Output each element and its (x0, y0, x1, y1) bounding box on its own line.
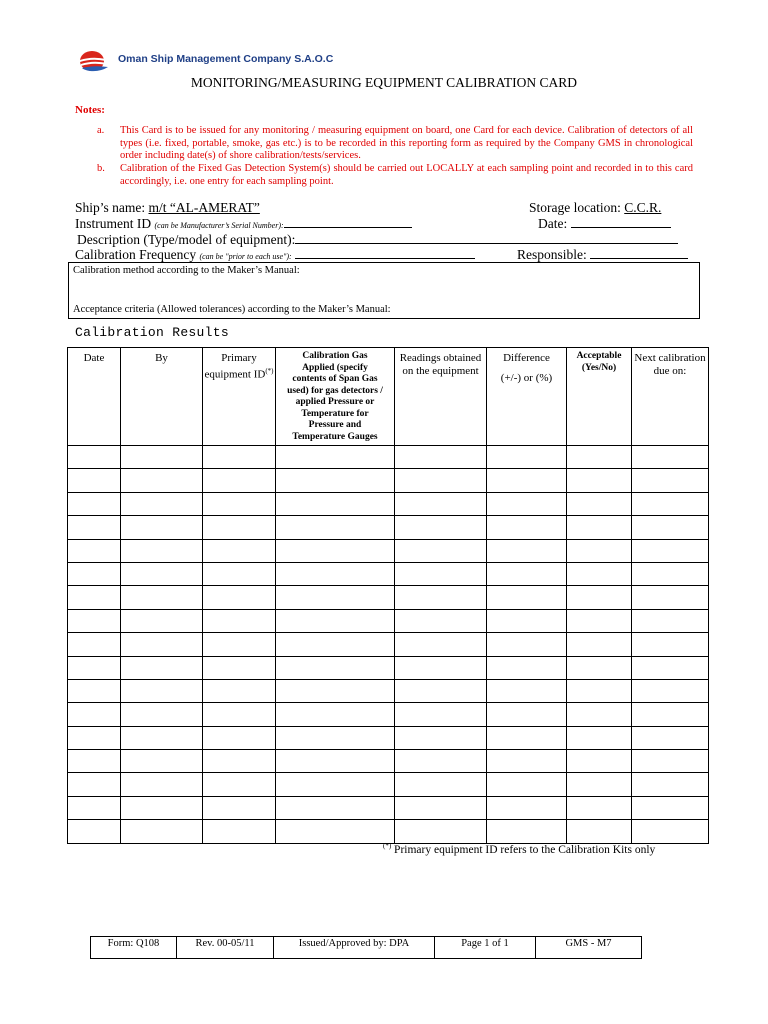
cell-difference[interactable] (487, 469, 567, 492)
cell-primary-id[interactable] (203, 539, 276, 562)
cell-difference[interactable] (487, 609, 567, 632)
cell-acceptable[interactable] (567, 539, 632, 562)
cell-by[interactable] (121, 516, 203, 539)
cell-acceptable[interactable] (567, 750, 632, 773)
cell-difference[interactable] (487, 796, 567, 819)
date-label: Date: (538, 216, 568, 231)
table-row (68, 656, 709, 679)
cell-difference[interactable] (487, 750, 567, 773)
responsible-input[interactable] (590, 258, 688, 259)
cell-primary-id[interactable] (203, 679, 276, 702)
col-acceptable: Acceptable (Yes/No) (567, 348, 632, 446)
cell-difference[interactable] (487, 539, 567, 562)
page-title: MONITORING/MEASURING EQUIPMENT CALIBRATION CARD (190, 75, 578, 90)
calibration-results-table (67, 347, 709, 844)
cell-by[interactable] (121, 773, 203, 796)
cell-next-due[interactable] (632, 446, 709, 469)
cell-by[interactable] (121, 656, 203, 679)
cell-by[interactable] (121, 820, 203, 843)
table-row (68, 516, 709, 539)
cell-gas-applied[interactable] (276, 750, 395, 773)
cell-gas-applied[interactable] (276, 562, 395, 585)
col-by: By (121, 348, 203, 446)
description-field (77, 232, 678, 248)
cell-by[interactable] (121, 750, 203, 773)
cell-by[interactable] (121, 703, 203, 726)
col-primary (203, 348, 276, 446)
frequency-input[interactable] (295, 258, 475, 259)
cell-acceptable[interactable] (567, 656, 632, 679)
cell-next-due[interactable] (632, 656, 709, 679)
cell-difference[interactable] (487, 586, 567, 609)
table-row (68, 820, 709, 843)
notes-label: Notes: (75, 104, 105, 116)
cell-readings[interactable] (395, 773, 487, 796)
col-difference-unit: (+/-) or (%) (500, 371, 553, 384)
cell-difference[interactable] (487, 446, 567, 469)
table-row (68, 633, 709, 656)
cell-by[interactable] (121, 679, 203, 702)
footnote (383, 842, 655, 856)
cell-readings[interactable] (395, 796, 487, 819)
table-row (68, 562, 709, 585)
footer-form: Form: Q108 (91, 937, 177, 959)
cell-readings[interactable] (395, 446, 487, 469)
description-input[interactable] (295, 243, 678, 244)
cell-gas-applied[interactable] (276, 469, 395, 492)
cell-by[interactable] (121, 539, 203, 562)
cell-next-due[interactable] (632, 516, 709, 539)
cell-readings[interactable] (395, 656, 487, 679)
ships-name-field (75, 200, 260, 216)
cell-gas-applied[interactable] (276, 539, 395, 562)
cell-primary-id[interactable] (203, 586, 276, 609)
cell-acceptable[interactable] (567, 679, 632, 702)
footer-issued: Issued/Approved by: DPA (274, 937, 435, 959)
cell-readings[interactable] (395, 726, 487, 749)
cell-next-due[interactable] (632, 586, 709, 609)
cell-by[interactable] (121, 633, 203, 656)
table-row (68, 726, 709, 749)
cell-next-due[interactable] (632, 773, 709, 796)
cell-primary-id[interactable] (203, 796, 276, 819)
cell-gas-applied[interactable] (276, 726, 395, 749)
cell-readings[interactable] (395, 539, 487, 562)
cell-primary-id[interactable] (203, 516, 276, 539)
cell-gas-applied[interactable] (276, 516, 395, 539)
cell-difference[interactable] (487, 679, 567, 702)
cell-next-due[interactable] (632, 469, 709, 492)
frequency-hint: (can be "prior to each use"): (199, 252, 292, 261)
instrument-label: Instrument ID (75, 216, 155, 231)
table-row (68, 703, 709, 726)
cell-by[interactable] (121, 562, 203, 585)
cell-acceptable[interactable] (567, 586, 632, 609)
note-text: This Card is to be issued for any monitoring / measuring equipment on board, one Card for each device. Calibration of detectors of all types (i.e. fixed, portable, smoke, gas etc.) is to be recorded in this reporting form as required by the Company GMS in chronological order including date(s) of shore calibration/tests/services. (120, 125, 693, 162)
instrument-id-input[interactable] (284, 227, 412, 228)
table-row (68, 539, 709, 562)
cell-date[interactable] (68, 516, 121, 539)
cell-by[interactable] (121, 726, 203, 749)
cell-acceptable[interactable] (567, 796, 632, 819)
instrument-hint: (can be Manufacturer’s Serial Number): (154, 221, 284, 230)
cell-gas-applied[interactable] (276, 586, 395, 609)
table-row (68, 609, 709, 632)
cell-difference[interactable] (487, 773, 567, 796)
cell-next-due[interactable] (632, 750, 709, 773)
cell-readings[interactable] (395, 820, 487, 843)
cell-date[interactable] (68, 492, 121, 515)
cell-gas-applied[interactable] (276, 446, 395, 469)
cell-readings[interactable] (395, 750, 487, 773)
note-text: Calibration of the Fixed Gas Detection System(s) should be carried out LOCALLY at each sampling point and recorded in to this card accordingly, i.e. one entry for each sampling point. (120, 163, 693, 187)
table-row (68, 796, 709, 819)
cell-acceptable[interactable] (567, 516, 632, 539)
cell-next-due[interactable] (632, 679, 709, 702)
responsible-label: Responsible: (517, 247, 587, 262)
responsible-field (517, 247, 688, 263)
cell-primary-id[interactable] (203, 492, 276, 515)
col-primary-label: Primary equipment ID (204, 352, 266, 381)
description-label: Description (Type/model of equipment): (77, 232, 296, 247)
cell-readings[interactable] (395, 679, 487, 702)
cell-readings[interactable] (395, 633, 487, 656)
table-header-row (68, 348, 709, 446)
cell-primary-id[interactable] (203, 562, 276, 585)
cell-date[interactable] (68, 773, 121, 796)
results-heading: Calibration Results (75, 325, 229, 340)
method-text: Calibration method according to the Maker’s Manual: (73, 265, 300, 276)
cell-gas-applied[interactable] (276, 796, 395, 819)
cell-by[interactable] (121, 586, 203, 609)
storage-label: Storage location: (529, 200, 625, 215)
company-name: Oman Ship Management Company S.A.O.C (118, 53, 334, 65)
col-date: Date (68, 348, 121, 446)
cell-difference[interactable] (487, 726, 567, 749)
cell-by[interactable] (121, 796, 203, 819)
cell-difference[interactable] (487, 703, 567, 726)
cell-date[interactable] (68, 469, 121, 492)
col-difference (487, 348, 567, 446)
cell-next-due[interactable] (632, 726, 709, 749)
cell-readings[interactable] (395, 492, 487, 515)
cell-acceptable[interactable] (567, 726, 632, 749)
cell-gas-applied[interactable] (276, 492, 395, 515)
cell-by[interactable] (121, 469, 203, 492)
cell-primary-id[interactable] (203, 656, 276, 679)
footer-rev: Rev. 00-05/11 (177, 937, 274, 959)
calibration-method-box[interactable] (68, 262, 700, 319)
cell-difference[interactable] (487, 633, 567, 656)
col-next: Next calibration due on: (632, 348, 709, 446)
cell-primary-id[interactable] (203, 703, 276, 726)
cell-date[interactable] (68, 539, 121, 562)
col-primary-mark: (*) (265, 366, 274, 375)
table-row (68, 586, 709, 609)
cell-date[interactable] (68, 750, 121, 773)
cell-date[interactable] (68, 446, 121, 469)
cell-readings[interactable] (395, 703, 487, 726)
table-row (68, 492, 709, 515)
cell-readings[interactable] (395, 516, 487, 539)
cell-next-due[interactable] (632, 492, 709, 515)
cell-next-due[interactable] (632, 703, 709, 726)
cell-next-due[interactable] (632, 562, 709, 585)
cell-readings[interactable] (395, 586, 487, 609)
frequency-label: Calibration Frequency (75, 247, 200, 262)
cell-date[interactable] (68, 586, 121, 609)
cell-date[interactable] (68, 633, 121, 656)
cell-difference[interactable] (487, 492, 567, 515)
note-letter: a. (97, 125, 105, 136)
cell-acceptable[interactable] (567, 633, 632, 656)
cell-by[interactable] (121, 492, 203, 515)
storage-value[interactable]: C.C.R. (624, 200, 662, 215)
cell-difference[interactable] (487, 516, 567, 539)
cell-readings[interactable] (395, 562, 487, 585)
cell-gas-applied[interactable] (276, 656, 395, 679)
ships-name-label: Ship’s name: (75, 200, 149, 215)
footnote-mark: (*) (383, 842, 392, 850)
cell-readings[interactable] (395, 469, 487, 492)
footer-code: GMS - M7 (536, 937, 642, 959)
cell-primary-id[interactable] (203, 633, 276, 656)
cell-acceptable[interactable] (567, 820, 632, 843)
cell-readings[interactable] (395, 609, 487, 632)
cell-acceptable[interactable] (567, 492, 632, 515)
cell-primary-id[interactable] (203, 750, 276, 773)
cell-date[interactable] (68, 703, 121, 726)
cell-difference[interactable] (487, 656, 567, 679)
cell-next-due[interactable] (632, 539, 709, 562)
cell-by[interactable] (121, 609, 203, 632)
footer-page: Page 1 of 1 (435, 937, 536, 959)
cell-next-due[interactable] (632, 796, 709, 819)
table-row (68, 469, 709, 492)
table-row (68, 679, 709, 702)
cell-next-due[interactable] (632, 820, 709, 843)
table-row (68, 773, 709, 796)
cell-gas-applied[interactable] (276, 609, 395, 632)
cell-date[interactable] (68, 796, 121, 819)
cell-gas-applied[interactable] (276, 703, 395, 726)
cell-acceptable[interactable] (567, 446, 632, 469)
footer-table (90, 936, 642, 959)
cell-date[interactable] (68, 726, 121, 749)
cell-acceptable[interactable] (567, 469, 632, 492)
acceptance-text: Acceptance criteria (Allowed tolerances) according to the Maker’s Manual: (73, 304, 391, 315)
cell-date[interactable] (68, 679, 121, 702)
cell-primary-id[interactable] (203, 446, 276, 469)
date-field (538, 216, 671, 232)
col-gas: Calibration Gas Applied (specify contents of Span Gas used) for gas detectors / applied Pressure or Temperature for Pressure and Temperature Gauges (276, 348, 395, 446)
cell-acceptable[interactable] (567, 609, 632, 632)
cell-acceptable[interactable] (567, 703, 632, 726)
storage-location-field (529, 200, 661, 216)
cell-next-due[interactable] (632, 609, 709, 632)
cell-primary-id[interactable] (203, 469, 276, 492)
cell-date[interactable] (68, 656, 121, 679)
cell-next-due[interactable] (632, 633, 709, 656)
ships-name-value[interactable]: m/t “AL-AMERAT” (148, 200, 260, 215)
cell-gas-applied[interactable] (276, 679, 395, 702)
cell-gas-applied[interactable] (276, 820, 395, 843)
cell-gas-applied[interactable] (276, 773, 395, 796)
cell-difference[interactable] (487, 820, 567, 843)
table-row (68, 750, 709, 773)
footnote-text: Primary equipment ID refers to the Calibration Kits only (391, 843, 656, 856)
cell-date[interactable] (68, 820, 121, 843)
cell-by[interactable] (121, 446, 203, 469)
cell-acceptable[interactable] (567, 562, 632, 585)
date-input[interactable] (571, 227, 671, 228)
col-difference-label: Difference (503, 352, 550, 364)
cell-date[interactable] (68, 562, 121, 585)
cell-acceptable[interactable] (567, 773, 632, 796)
cell-difference[interactable] (487, 562, 567, 585)
cell-date[interactable] (68, 609, 121, 632)
note-letter: b. (97, 163, 105, 174)
cell-primary-id[interactable] (203, 609, 276, 632)
cell-primary-id[interactable] (203, 773, 276, 796)
cell-gas-applied[interactable] (276, 633, 395, 656)
cell-primary-id[interactable] (203, 820, 276, 843)
table-row (68, 446, 709, 469)
company-logo-icon (78, 49, 110, 73)
col-readings: Readings obtained on the equipment (395, 348, 487, 446)
cell-primary-id[interactable] (203, 726, 276, 749)
